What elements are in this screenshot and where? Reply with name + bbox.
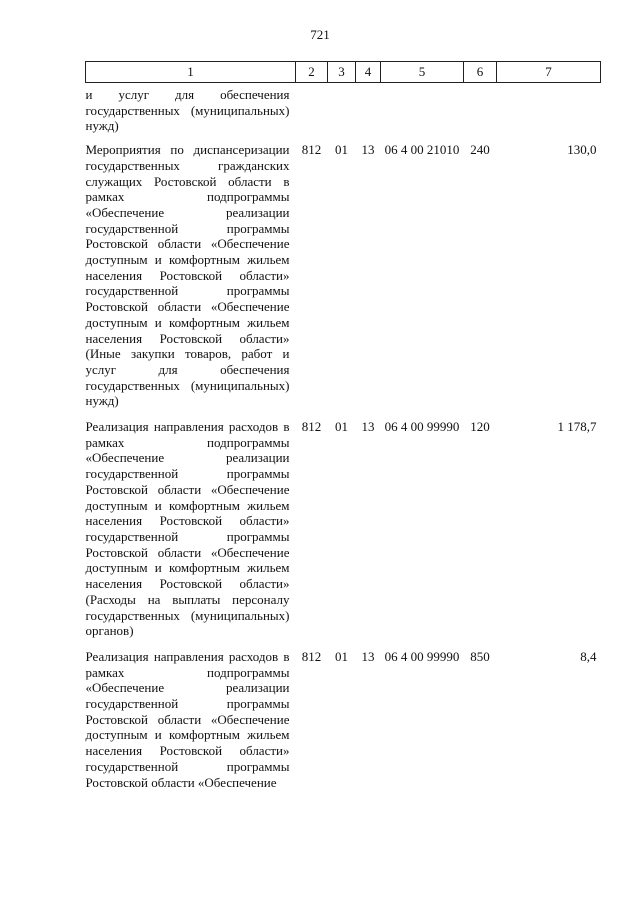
row-col-5	[381, 83, 464, 135]
row-col-4: 13	[361, 142, 375, 158]
table-row	[86, 639, 601, 790]
row-description: и услуг для обеспечения государственных (муниципальных) нужд)	[85, 87, 290, 134]
row-col-4	[356, 83, 381, 135]
row-col-5: 06 4 00 99990	[384, 419, 460, 435]
row-col-6	[464, 83, 497, 135]
table-row	[86, 134, 601, 409]
row-col-2	[296, 83, 328, 135]
table-row	[86, 83, 601, 135]
row-col-3	[328, 83, 356, 135]
row-col-3: 01	[335, 142, 348, 158]
row-col-5: 06 4 00 21010	[384, 142, 460, 158]
header-col-2: 2	[296, 62, 328, 83]
row-col-2: 812	[301, 142, 322, 158]
row-amount: 1 178,7	[557, 419, 597, 435]
row-description: Реализация направления расходов в рамках подпрограммы «Обеспечение реализации государственной программы Ростовской области «Обеспечение доступным и комфортным жильем населения Ростовской области» государственной программы Ростовской области «Обеспечение	[85, 648, 290, 790]
row-col-3: 01	[335, 419, 348, 435]
header-col-7: 7	[497, 62, 601, 83]
row-col-4: 13	[361, 419, 375, 435]
row-amount: 8,4	[580, 648, 597, 664]
row-description: Мероприятия по диспансеризации государственных гражданских служащих Ростовской области в рамках подпрограммы «Обеспечение реализации государственной программы Ростовской области «Обеспечение доступным и комфортным жильем населения Ростовской области» государственной программы Ростовской области «Обеспечение доступным и комфортным жильем населения Ростовской области» (Иные закупки товаров, работ и услуг для обеспечения государственных (муниципальных) нужд)	[85, 142, 290, 409]
row-col-3: 01	[335, 648, 348, 664]
row-col-2: 812	[301, 648, 322, 664]
table-header-row	[86, 62, 601, 83]
row-col-6: 240	[470, 142, 490, 158]
page-number: 721	[310, 27, 330, 42]
header-col-3: 3	[328, 62, 356, 83]
row-col-5: 06 4 00 99990	[384, 648, 460, 664]
row-description: Реализация направления расходов в рамках подпрограммы «Обеспечение реализации государственной программы Ростовской области «Обеспечение доступным и комфортным жильем населения Ростовской области» государственной программы Ростовской области «Обеспечение доступным и комфортным жильем населения Ростовской области» (Расходы на выплаты персоналу государственных (муниципальных) органов)	[85, 419, 290, 639]
row-col-6: 850	[470, 648, 490, 664]
row-amount	[497, 83, 601, 135]
row-amount: 130,0	[567, 142, 597, 158]
header-col-1: 1	[86, 62, 296, 83]
header-col-6: 6	[464, 62, 497, 83]
budget-table	[85, 61, 601, 790]
header-col-4: 4	[356, 62, 381, 83]
row-col-6: 120	[470, 419, 490, 435]
header-col-5: 5	[381, 62, 464, 83]
table-row	[86, 409, 601, 639]
row-col-2: 812	[301, 419, 322, 435]
row-col-4: 13	[361, 648, 375, 664]
